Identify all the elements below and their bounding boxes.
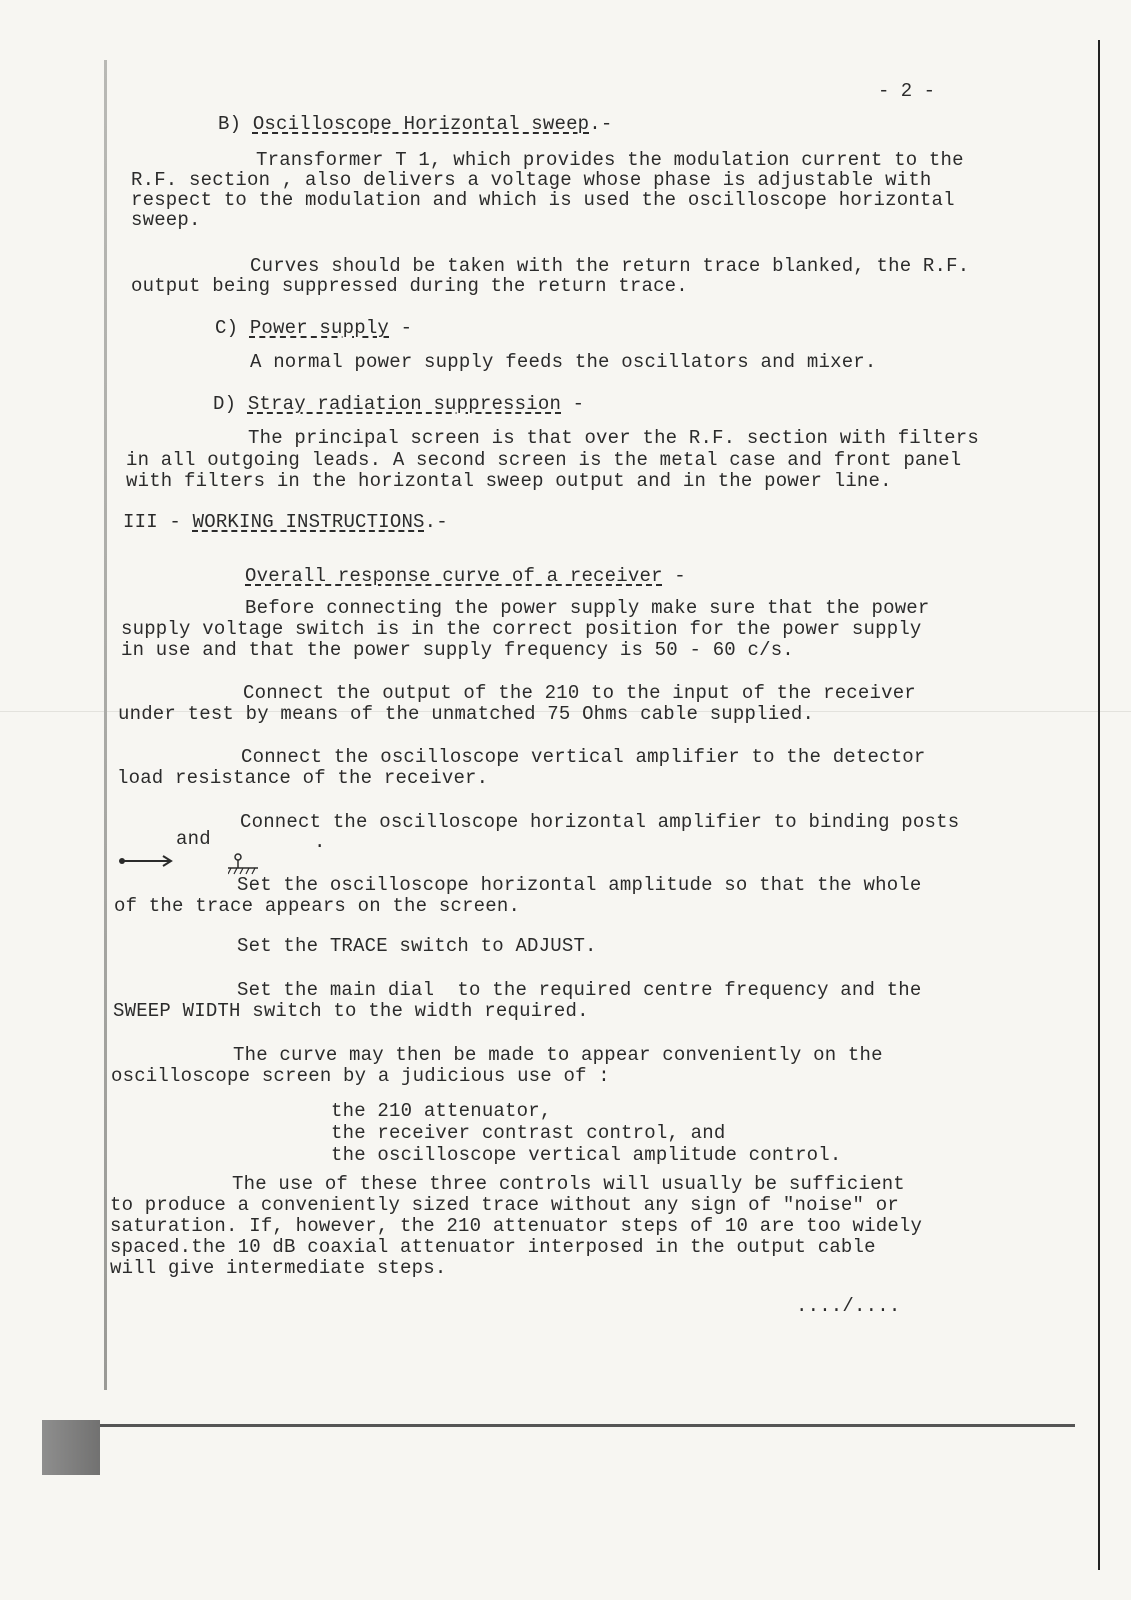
paragraph-line: in all outgoing leads. A second screen is the metal case and front panel (126, 449, 962, 471)
paragraph-line: with filters in the horizontal sweep output and in the power line. (126, 470, 892, 492)
section-d-heading (213, 394, 584, 415)
paragraph-line: respect to the modulation and which is used the oscilloscope horizontal (131, 189, 955, 211)
paragraph-line: Curves should be taken with the return trace blanked, the R.F. (250, 255, 970, 277)
list-item: the oscilloscope vertical amplitude control. (331, 1144, 842, 1166)
paragraph-line: The curve may then be made to appear conveniently on the (233, 1044, 883, 1066)
list-item: the receiver contrast control, and (331, 1122, 726, 1144)
continuation-mark: ..../.... (796, 1295, 901, 1317)
heading-suffix: .- (424, 511, 448, 533)
section-iii-heading (123, 512, 448, 533)
paragraph-line: Transformer T 1, which provides the modulation current to the (256, 149, 964, 171)
paragraph-line: Connect the oscilloscope vertical amplifier to the detector (241, 746, 926, 768)
section-c-heading (215, 318, 412, 339)
paragraph-line: A normal power supply feeds the oscillators and mixer. (250, 351, 877, 373)
paragraph-line: Before connecting the power supply make sure that the power (245, 597, 930, 619)
binding-margin-line (104, 60, 107, 1390)
paragraph-line: of the trace appears on the screen. (114, 895, 521, 917)
heading-suffix: - (389, 317, 413, 339)
paragraph-line: output being suppressed during the return trace. (131, 275, 688, 297)
paragraph-line: saturation. If, however, the 210 attenuator steps of 10 are too widely (110, 1215, 923, 1237)
subheading (245, 566, 686, 587)
page-number: - 2 - (878, 80, 936, 102)
paragraph-line: Connect the output of the 210 to the input of the receiver (243, 682, 916, 704)
paragraph-line: supply voltage switch is in the correct position for the power supply (121, 618, 922, 640)
paragraph-line: Set the TRACE switch to ADJUST. (237, 935, 597, 957)
paragraph-line: in use and that the power supply frequency is 50 - 60 c/s. (121, 639, 794, 661)
paragraph-line: Set the oscilloscope horizontal amplitude so that the whole (237, 874, 922, 896)
paragraph-line: Connect the oscilloscope horizontal amplifier to binding posts (240, 811, 960, 833)
heading-title: WORKING INSTRUCTIONS (192, 511, 425, 533)
heading-title: Stray radiation suppression (247, 393, 562, 415)
paragraph-line: The use of these three controls will usually be sufficient (232, 1173, 905, 1195)
heading-suffix: .- (589, 113, 613, 135)
paragraph-line: spaced.the 10 dB coaxial attenuator interposed in the output cable (110, 1236, 876, 1258)
list-item: the 210 attenuator, (331, 1100, 552, 1122)
binding-posts-and: and (176, 828, 211, 850)
paragraph-line: sweep. (131, 209, 201, 231)
heading-title: Oscilloscope Horizontal sweep (252, 113, 590, 135)
subheading-suffix: - (662, 565, 686, 587)
bottom-rule (100, 1424, 1075, 1427)
page-edge-line (1098, 40, 1100, 1570)
heading-prefix: C) (215, 317, 250, 339)
paragraph-line: R.F. section , also delivers a voltage whose phase is adjustable with (131, 169, 932, 191)
heading-prefix: III - (123, 511, 193, 533)
heading-prefix: B) (218, 113, 253, 135)
paragraph-line: under test by means of the unmatched 75 Ohms cable supplied. (118, 703, 815, 725)
heading-suffix: - (561, 393, 585, 415)
paragraph-line: will give intermediate steps. (110, 1257, 447, 1279)
paragraph-line: SWEEP WIDTH switch to the width required. (113, 1000, 589, 1022)
heading-prefix: D) (213, 393, 248, 415)
section-b-heading (218, 114, 613, 135)
paragraph-line: oscilloscope screen by a judicious use of : (111, 1065, 610, 1087)
binding-posts-end: . (314, 831, 326, 853)
arrow-terminal-icon (118, 855, 176, 867)
scan-smudge (42, 1420, 100, 1475)
paragraph-line: The principal screen is that over the R.F. section with filters (248, 427, 979, 449)
paragraph-line: to produce a conveniently sized trace without any sign of "noise" or (110, 1194, 899, 1216)
paragraph-line: load resistance of the receiver. (117, 767, 489, 789)
paragraph-line: Set the main dial to the required centre frequency and the (237, 979, 922, 1001)
heading-title: Power supply (249, 317, 390, 339)
subheading-title: Overall response curve of a receiver (245, 565, 663, 587)
